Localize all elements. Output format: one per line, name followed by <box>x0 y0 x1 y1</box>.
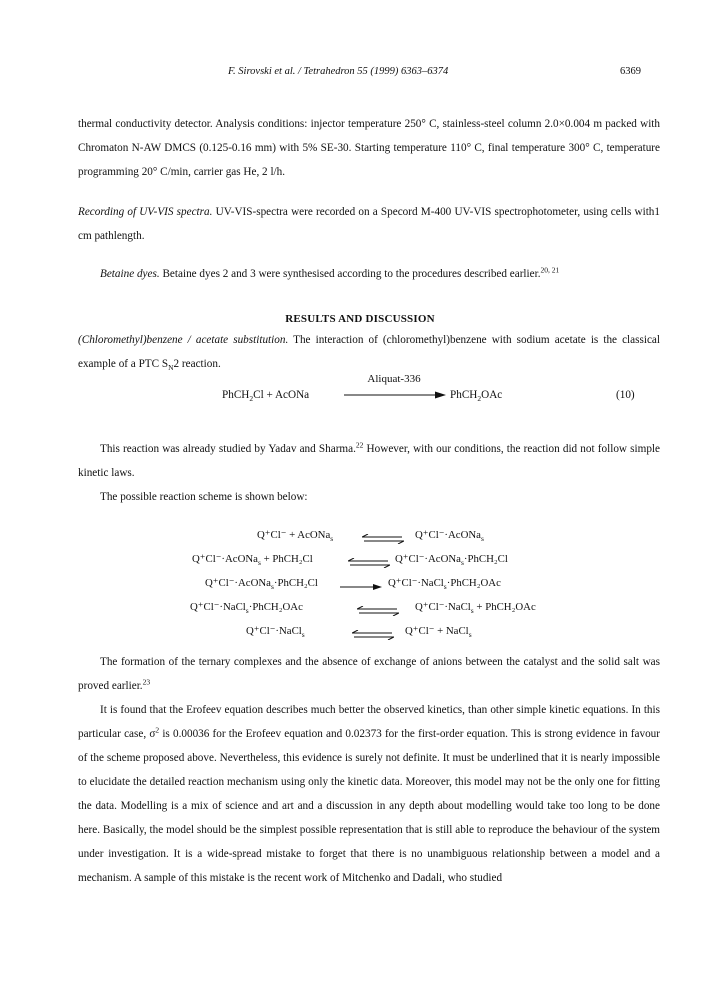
paragraph-text-end: is 0.00036 for the Erofeev equation and 0.02373 for the first-order equation. This is strong evidence in favour of the scheme proposed above. Nevertheless, this evidence is surely not definite. It must be underlined that it is nearly impossible to elucidate the detailed reaction mechanism using only the kinetic data. Moreover, this model may not be the only one for fitting the data. Modelling is a mix of science and art and a discussion in any depth about modelling would take too long to be done here. Basically, the model should be the simplest possible representation that is still able to reproduce the behaviour of the system under investigation. It is a wide-spread mistake to forget that there is no unambiguous relationship between a model and a mechanism. A sample of this mistake is the recent work of Mitchenko and Dadali, who studied <box>78 728 660 884</box>
section-title: RESULTS AND DISCUSSION <box>285 313 435 325</box>
paragraph-betaine-dyes <box>78 262 660 286</box>
equilibrium-arrow-icon <box>362 534 404 544</box>
equilibrium-arrow-icon <box>352 630 394 640</box>
catalyst-label: Aliquat-336 <box>367 373 421 385</box>
equilibrium-arrow-icon <box>348 558 390 568</box>
scheme-row <box>0 600 720 624</box>
subscript: N <box>168 363 174 373</box>
running-head-citation: F. Sirovski et al. / Tetrahedron 55 (1999) 6363–6374 <box>228 66 449 77</box>
reaction-arrow <box>342 375 446 409</box>
equilibrium-arrow-icon <box>357 606 399 616</box>
equation-number: (10) <box>616 389 635 401</box>
scheme-right: Q⁺Cl⁻·NaCl$_s$·PhCH₂OAc <box>388 577 501 592</box>
scheme-row <box>0 528 720 552</box>
paragraph-text-end: However, with our conditions, the reaction did not follow simple kinetic laws. <box>78 443 660 479</box>
equation-10 <box>0 375 720 415</box>
paragraph-scheme-intro <box>78 485 660 509</box>
reference-superscript: 20, 21 <box>540 265 560 275</box>
equation-lhs: PhCH$_2$Cl + AcONa <box>222 389 310 404</box>
equation-rhs: PhCH$_2$OAc <box>450 389 503 404</box>
scheme-row <box>0 576 720 600</box>
forward-arrow-icon <box>340 582 382 592</box>
paragraph-text: The possible reaction scheme is shown below: <box>100 491 308 503</box>
reaction-scheme <box>0 528 720 648</box>
scheme-right: Q⁺Cl⁻·NaCl$_s$ + PhCH₂OAc <box>415 601 536 616</box>
paragraph-text: The interaction of (chloromethyl)benzene with sodium acetate is the classical example of a PTC S <box>78 334 660 370</box>
scheme-right: Q⁺Cl⁻·AcONa$_s$ <box>415 529 484 544</box>
paragraph-substitution <box>78 328 660 376</box>
paragraph-text-end: 2 reaction. <box>173 358 221 370</box>
sigma-superscript: 2 <box>155 725 160 735</box>
paragraph-ternary-complexes <box>78 650 660 698</box>
scheme-left: Q⁺Cl⁻·AcONa$_s$·PhCH₂Cl <box>205 577 318 592</box>
scheme-right: Q⁺Cl⁻ + NaCl$_s$ <box>405 625 472 640</box>
paragraph-gc-conditions <box>78 112 660 184</box>
paragraph-text: UV-VIS-spectra were recorded on a Specord M-400 UV-VIS spectrophotometer, using cells with1 cm pathlength. <box>78 206 660 242</box>
reference-superscript: 22 <box>355 440 364 450</box>
paragraph-text: thermal conductivity detector. Analysis conditions: injector temperature 250° C, stainless-steel column 2.0×0.004 m packed with Chromaton N-AW DMCS (0.125-0.16 mm) with 5% SE-30. Starting temperature 110° C, final temperature 300° C, temperature programming 20° C/min, carrier gas He, 2 l/h. <box>78 118 660 178</box>
scheme-row <box>0 552 720 576</box>
scheme-left: Q⁺Cl⁻ + AcONa$_s$ <box>257 529 334 544</box>
paragraph-lead: Recording of UV-VIS spectra. <box>78 206 213 218</box>
paragraph-text: Betaine dyes 2 and 3 were synthesised according to the procedures described earlier. <box>159 268 541 280</box>
scheme-left: Q⁺Cl⁻·NaCl$_s$·PhCH₂OAc <box>190 601 303 616</box>
paragraph-text: This reaction was already studied by Yadav and Sharma. <box>100 443 356 455</box>
paragraph-lead: (Chloromethyl)benzene / acetate substitution. <box>78 334 289 346</box>
paragraph-text: The formation of the ternary complexes and the absence of exchange of anions between the catalyst and the solid salt was proved earlier. <box>78 656 660 692</box>
paragraph-erofeev <box>78 698 660 890</box>
page-number: 6369 <box>620 66 641 77</box>
scheme-left: Q⁺Cl⁻·NaCl$_s$ <box>246 625 305 640</box>
reference-superscript: 23 <box>142 677 151 687</box>
scheme-row <box>0 624 720 648</box>
paragraph-lead: Betaine dyes. <box>100 268 160 280</box>
scheme-left: Q⁺Cl⁻·AcONa$_s$ + PhCH₂Cl <box>192 553 313 568</box>
scheme-right: Q⁺Cl⁻·AcONa$_s$·PhCH₂Cl <box>395 553 508 568</box>
paragraph-yadav-sharma <box>78 437 660 485</box>
paragraph-text: It is found that the Erofeev equation describes much better the observed kinetics, than other simple kinetic equations. In this particular case, σ <box>78 704 660 740</box>
paragraph-uv-vis <box>78 200 660 248</box>
